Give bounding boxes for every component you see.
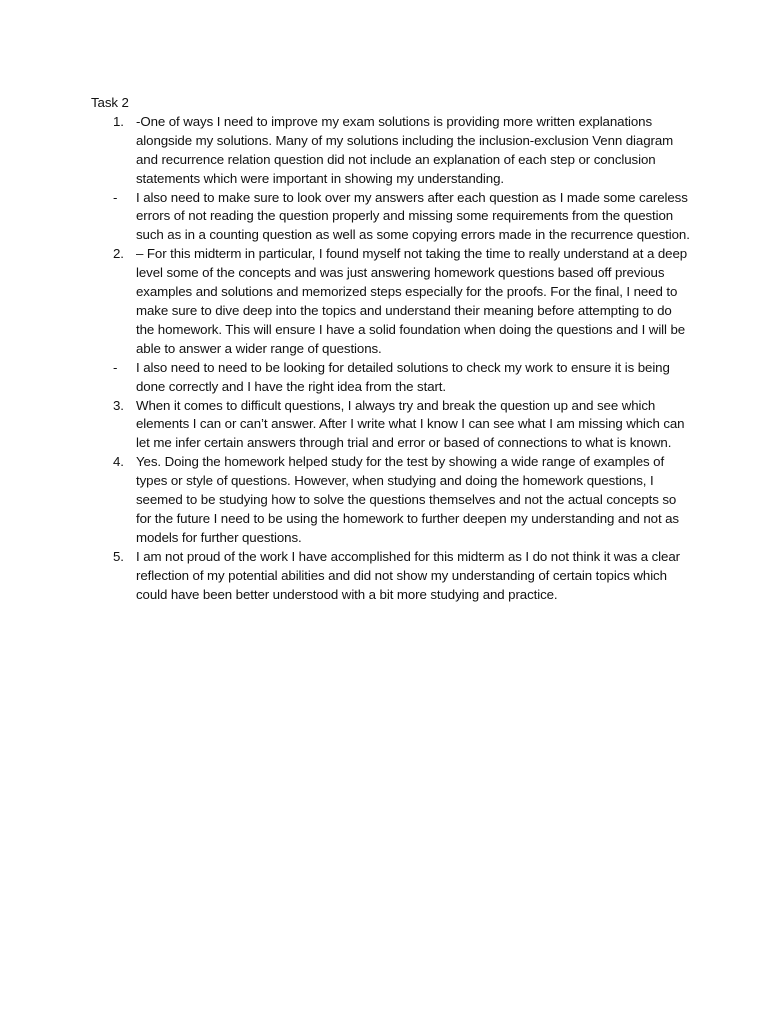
list-item — [91, 359, 691, 397]
list-item-text: Yes. Doing the homework helped study for the test by showing a wide range of examples of types or style of questions. However, when studying and doing the homework questions, I seemed to be studying how to solve the questions themselves and not the actual concepts so for the future I need to be using the homework to further deepen my understanding and not as models for further questions. — [136, 454, 679, 545]
list-item-marker: 4. — [113, 454, 124, 470]
list-item-marker: 1. — [113, 113, 124, 129]
list-item — [91, 189, 691, 246]
document-title: Task 2 — [91, 95, 129, 110]
list-item-marker: 5. — [113, 548, 124, 564]
list-item-text: When it comes to difficult questions, I always try and break the question up and see which elements I can or can’t answer. After I write what I know I can see what I am missing which can let me infer certain answers through trial and error or based of connections to what is known. — [136, 397, 685, 451]
document-body — [91, 94, 691, 604]
list-item-text: – For this midterm in particular, I found myself not taking the time to really understand at a deep level some of the concepts and was just answering homework questions based off previous examples and solutions and memorized steps especially for the proofs. For the final, I need to make sure to dive deep into the topics and understand their meaning before attempting to do the homework. This will ensure I have a solid foundation when doing the questions and I will be able to answer a wider range of questions. — [136, 246, 688, 356]
list-item-marker: 3. — [113, 397, 124, 413]
list-item — [91, 113, 691, 189]
list-item-marker: - — [113, 359, 118, 375]
list-item — [91, 548, 691, 605]
list-item-marker: 2. — [113, 246, 124, 262]
list-item — [91, 453, 691, 548]
list-item-text: I also need to make sure to look over my answers after each question as I made some careless errors of not reading the question properly and missing some requirements from the question such as in a counting question as well as some copying errors made in the recurrence question. — [136, 189, 690, 243]
list-item-text: I also need to need to be looking for detailed solutions to check my work to ensure it is being done correctly and I have the right idea from the start. — [136, 359, 670, 394]
list-item-text: -One of ways I need to improve my exam solutions is providing more written explanations alongside my solutions. Many of my solutions including the inclusion-exclusion Venn diagram and recurrence relation question did not include an explanation of each step or conclusion statements which were important in showing my understanding. — [136, 113, 674, 186]
list-item-marker: - — [113, 189, 118, 205]
list-item-text: I am not proud of the work I have accomplished for this midterm as I do not think it was a clear reflection of my potential abilities and did not show my understanding of certain topics which could have been better understood with a bit more studying and practice. — [136, 548, 680, 602]
list-item — [91, 245, 691, 358]
list-item — [91, 397, 691, 454]
